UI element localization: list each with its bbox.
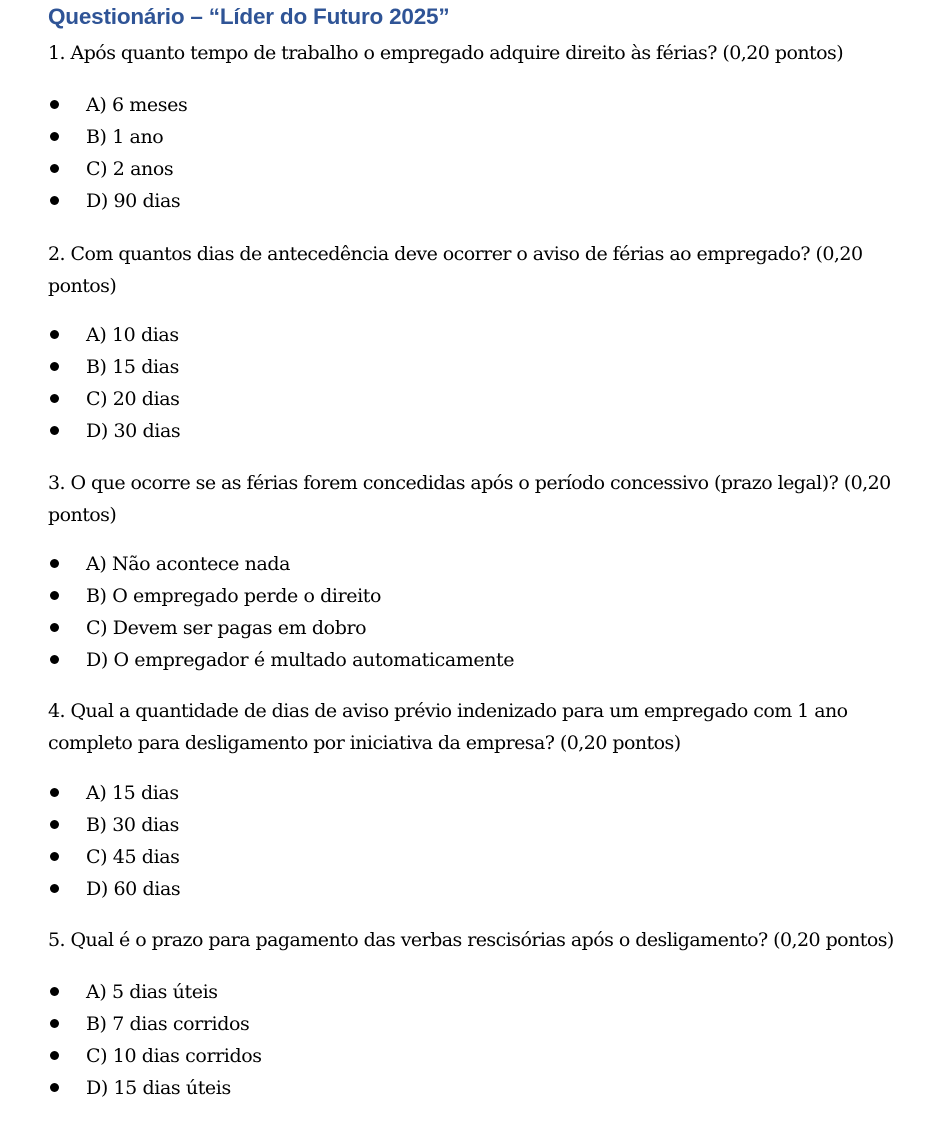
option-label: B) 30 dias — [86, 814, 179, 836]
option-label: D) 15 dias úteis — [86, 1077, 231, 1099]
page-title: Questionário – “Líder do Futuro 2025” — [48, 4, 450, 29]
question-4-text: 4. Qual a quantidade de dias de aviso prévio indenizado para um empregado com 1 ano completo para desligamento por iniciativa da empresa? (0,20 pontos) — [48, 700, 848, 754]
option-label: A) 5 dias úteis — [86, 981, 218, 1003]
option-label: B) 15 dias — [86, 356, 179, 378]
option-label: A) 6 meses — [86, 94, 188, 116]
option-label: C) Devem ser pagas em dobro — [86, 617, 367, 639]
bullet-icon — [50, 394, 59, 403]
option-label: D) O empregador é multado automaticamente — [86, 649, 515, 671]
bullet-icon — [50, 132, 59, 141]
option-label: C) 20 dias — [86, 388, 180, 410]
bullet-icon — [50, 1019, 59, 1028]
option-label: B) 7 dias corridos — [86, 1013, 250, 1035]
option-label: C) 45 dias — [86, 846, 180, 868]
bullet-icon — [50, 820, 59, 829]
bullet-icon — [50, 362, 59, 371]
option-label: C) 10 dias corridos — [86, 1045, 262, 1067]
question-2-text: 2. Com quantos dias de antecedência deve ocorrer o aviso de férias ao empregado? (0,20 pontos) — [48, 243, 863, 297]
bullet-icon — [50, 987, 59, 996]
question-5-text: 5. Qual é o prazo para pagamento das verbas rescisórias após o desligamento? (0,20 pontos) — [48, 929, 894, 951]
bullet-icon — [50, 196, 59, 205]
option-label: C) 2 anos — [86, 158, 174, 180]
option-label: A) 15 dias — [86, 782, 179, 804]
bullet-icon — [50, 852, 59, 861]
bullet-icon — [50, 426, 59, 435]
bullet-icon — [50, 559, 59, 568]
option-label: D) 60 dias — [86, 878, 181, 900]
question-1-text: 1. Após quanto tempo de trabalho o empregado adquire direito às férias? (0,20 pontos) — [48, 42, 844, 64]
bullet-icon — [50, 788, 59, 797]
option-label: D) 30 dias — [86, 420, 181, 442]
bullet-icon — [50, 164, 59, 173]
bullet-icon — [50, 884, 59, 893]
bullet-icon — [50, 330, 59, 339]
option-label: B) O empregado perde o direito — [86, 585, 382, 607]
bullet-icon — [50, 623, 59, 632]
bullet-icon — [50, 591, 59, 600]
option-label: B) 1 ano — [86, 126, 164, 148]
bullet-icon — [50, 1083, 59, 1092]
option-label: A) 10 dias — [86, 324, 179, 346]
bullet-icon — [50, 1051, 59, 1060]
option-label: A) Não acontece nada — [86, 553, 291, 575]
bullet-icon — [50, 100, 59, 109]
bullet-icon — [50, 655, 59, 664]
option-label: D) 90 dias — [86, 190, 181, 212]
question-3-text: 3. O que ocorre se as férias forem concedidas após o período concessivo (prazo legal)? (0,20 pontos) — [48, 472, 891, 526]
